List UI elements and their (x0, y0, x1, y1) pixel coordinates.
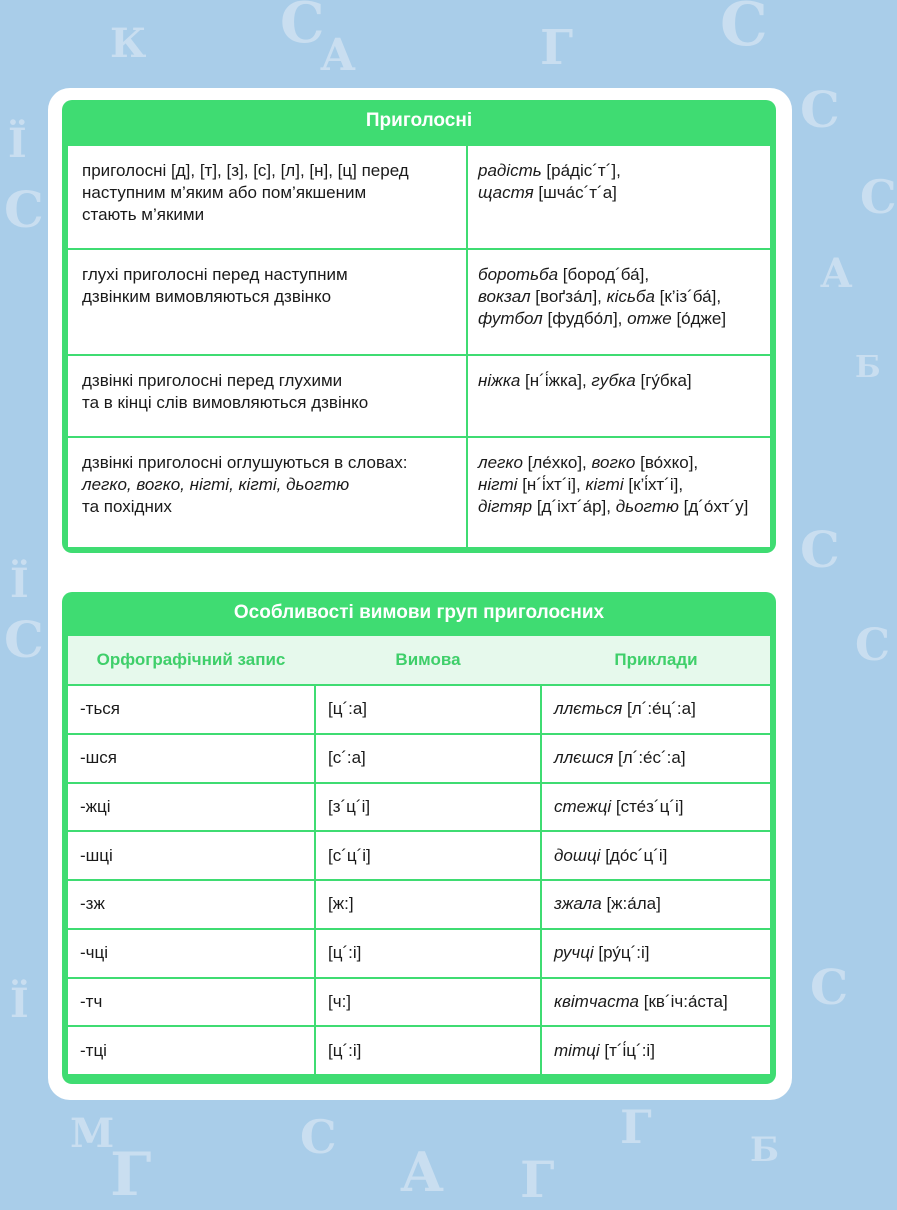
pronunciation-value: [з´ц´і] (328, 796, 371, 816)
spelling-cell (80, 1027, 310, 1074)
example-word: легко (478, 453, 523, 472)
example-transcription: [ру́ц´:і] (598, 943, 650, 963)
bg-letter: С (800, 520, 840, 579)
rule-cell (82, 356, 462, 436)
spelling-value: -шся (80, 748, 118, 768)
example-line (478, 182, 768, 204)
example-transcription: [до́с´ц´і] (605, 845, 668, 865)
example-word: тітці (554, 1040, 600, 1060)
table-row (68, 684, 770, 733)
bg-letter: Ї (8, 120, 27, 167)
bg-letter: Б (855, 350, 881, 385)
pronunciation-value: [ц´:а] (328, 699, 368, 719)
pronunciation-cell (328, 930, 538, 977)
example-word: дігтяр (478, 497, 533, 516)
content-card (48, 88, 792, 1100)
bg-letter: С (810, 960, 849, 1016)
example-transcription: [д´о́хт´у] (683, 497, 749, 516)
example-word: дошці (554, 845, 601, 865)
bg-letter: С (720, 0, 768, 60)
example-word: ручці (554, 943, 594, 963)
example-word: нігті (478, 475, 518, 494)
pronunciation-value: [ц´:і] (328, 1040, 362, 1060)
table-row (68, 928, 770, 977)
bg-letter: К (110, 20, 147, 67)
example-line (478, 160, 768, 182)
pronunciation-value: [с´:а] (328, 748, 366, 768)
example-transcription: [н´і́хт´і], (522, 475, 581, 494)
example-transcription: [гу́бка] (640, 371, 692, 390)
example-cell (554, 1027, 768, 1074)
bg-letter: А (320, 30, 356, 81)
spelling-value: -тці (80, 1040, 107, 1060)
example-word: отже (627, 309, 672, 328)
pronunciation-cell (328, 784, 538, 831)
pronunciation-cell (328, 1027, 538, 1074)
bg-letter: А (820, 250, 853, 297)
table-row (68, 830, 770, 879)
example-word: вогко (591, 453, 636, 472)
rule-line: наступним м’яким або пом’якшеним (82, 183, 367, 202)
spelling-value: -ться (80, 699, 121, 719)
spelling-cell (80, 686, 310, 733)
spelling-cell (80, 735, 310, 782)
header-pronunciation: Вимова (395, 650, 461, 669)
example-cell (554, 979, 768, 1026)
example-transcription: [ле́хко], (527, 453, 587, 472)
bg-letter: С (4, 610, 44, 669)
rule-line: дзвінкі приголосні перед глухими (82, 371, 343, 390)
bg-letter: С (4, 180, 44, 239)
rule-cell (82, 146, 462, 248)
example-word: радість (478, 161, 542, 180)
example-cell (554, 735, 768, 782)
example-line (478, 474, 768, 496)
example-transcription: [к’із´ба́], (659, 287, 722, 306)
spelling-value: -жці (80, 796, 111, 816)
rule-line: стають м’якими (82, 205, 205, 224)
rule-cell (82, 250, 462, 354)
example-word: губка (591, 371, 636, 390)
example-word: ллєшся (554, 748, 614, 768)
example-word: кісьба (606, 287, 655, 306)
table-row (68, 733, 770, 782)
consonants-table-title: Приголосні (365, 110, 473, 131)
spelling-cell (80, 881, 310, 928)
bg-letter: Г (110, 1140, 152, 1210)
pronunciation-value: [с´ц´і] (328, 845, 371, 865)
consonants-table (62, 100, 776, 553)
example-transcription: [кв´іч:а́ста] (643, 991, 728, 1011)
example-cell (554, 784, 768, 831)
spelling-cell (80, 979, 310, 1026)
spelling-cell (80, 784, 310, 831)
bg-letter: С (280, 0, 325, 56)
consonants-table-body (68, 144, 770, 547)
example-line (478, 286, 768, 308)
header-examples: Приклади (614, 650, 698, 669)
example-line (478, 496, 768, 518)
example-line (478, 264, 768, 286)
pronunciation-cell (328, 735, 538, 782)
example-transcription: [к’і́хт´і], (628, 475, 684, 494)
example-line (478, 370, 768, 392)
spelling-cell (80, 832, 310, 879)
rule-line: та в кінці слів вимовляються дзвінко (82, 393, 369, 412)
example-cell (478, 146, 768, 248)
rule-line: приголосні [д], [т], [з], [с], [л], [н], [ц] перед (82, 161, 409, 180)
table-row (68, 782, 770, 831)
example-word: щастя (478, 183, 534, 202)
pronunciation-value: [ц´:і] (328, 943, 362, 963)
pronunciation-cell (328, 979, 538, 1026)
example-transcription: [д´іхт´а́р], (536, 497, 612, 516)
table-row (68, 977, 770, 1026)
rule-line: глухі приголосні перед наступним (82, 265, 348, 284)
table-row (68, 436, 770, 547)
example-word: футбол (478, 309, 543, 328)
example-transcription: [л´:е́с´:а] (618, 748, 686, 768)
example-transcription: [фудбо́л], (547, 309, 623, 328)
table-row (68, 879, 770, 928)
bg-letter: С (860, 170, 897, 224)
table-row (68, 1025, 770, 1074)
table-header-row (68, 634, 770, 684)
spelling-cell (80, 930, 310, 977)
example-word: зжала (554, 894, 602, 914)
pronunciation-value: [ж:] (328, 894, 354, 914)
bg-letter: С (800, 80, 840, 139)
bg-letter: С (300, 1110, 337, 1164)
example-word: квітчаста (554, 991, 640, 1011)
bg-letter: Б (750, 1130, 780, 1170)
example-cell (478, 438, 768, 547)
table-row (68, 144, 770, 248)
consonant-groups-table-body (68, 634, 770, 1074)
example-transcription: [л´:е́ц´:а] (627, 699, 696, 719)
spelling-value: -шці (80, 845, 113, 865)
rule-cell (82, 438, 462, 547)
example-transcription: [шча́с´т´а] (538, 183, 617, 202)
example-transcription: [о́дже] (676, 309, 727, 328)
pronunciation-cell (328, 832, 538, 879)
example-word: ллється (554, 699, 623, 719)
example-word: стежці (554, 796, 612, 816)
rule-line: легко, вогко, нігті, кігті, дьогтю (82, 475, 350, 494)
bg-letter: М (70, 1110, 115, 1157)
example-cell (478, 250, 768, 354)
bg-letter: Г (540, 20, 574, 76)
spelling-value: -зж (80, 894, 105, 914)
example-line (478, 452, 768, 474)
rule-line: дзвінкі приголосні оглушуються в словах: (82, 453, 408, 472)
example-cell (554, 686, 768, 733)
example-transcription: [сте́з´ц´і] (615, 796, 684, 816)
pronunciation-cell (328, 881, 538, 928)
example-cell (554, 832, 768, 879)
table-row (68, 248, 770, 354)
example-cell (554, 881, 768, 928)
bg-letter: Ї (10, 980, 29, 1027)
example-transcription: [воґза́л], (535, 287, 602, 306)
pronunciation-value: [ч:] (328, 991, 352, 1011)
example-word: боротьба (478, 265, 559, 284)
bg-letter: А (400, 1140, 444, 1204)
example-cell (478, 356, 768, 436)
example-cell (554, 930, 768, 977)
pronunciation-cell (328, 686, 538, 733)
example-word: кігті (585, 475, 624, 494)
consonant-groups-table (62, 592, 776, 1084)
example-transcription: [бород´ба́], (562, 265, 650, 284)
bg-letter: Ї (10, 560, 29, 607)
example-transcription: [ра́діс´т´], (546, 161, 621, 180)
example-transcription: [т´і́ц´:і] (604, 1040, 655, 1060)
bg-letter: С (855, 620, 891, 671)
example-word: вокзал (478, 287, 531, 306)
bg-letter: Г (620, 1100, 652, 1154)
rule-line: дзвінким вимовляються дзвінко (82, 287, 332, 306)
spelling-value: -чці (80, 943, 109, 963)
example-transcription: [ж:а́ла] (606, 894, 661, 914)
example-transcription: [н´і́жка], (525, 371, 587, 390)
consonant-groups-table-title: Особливості вимови груп приголосних (233, 602, 605, 623)
spelling-value: -тч (80, 991, 103, 1011)
example-line (478, 308, 768, 330)
example-word: ніжка (478, 371, 521, 390)
rule-line: та похідних (82, 497, 172, 516)
table-row (68, 354, 770, 436)
example-word: дьогтю (615, 497, 679, 516)
header-spelling: Орфографічний запис (96, 650, 286, 669)
example-transcription: [во́хко], (640, 453, 699, 472)
bg-letter: Г (520, 1150, 555, 1209)
